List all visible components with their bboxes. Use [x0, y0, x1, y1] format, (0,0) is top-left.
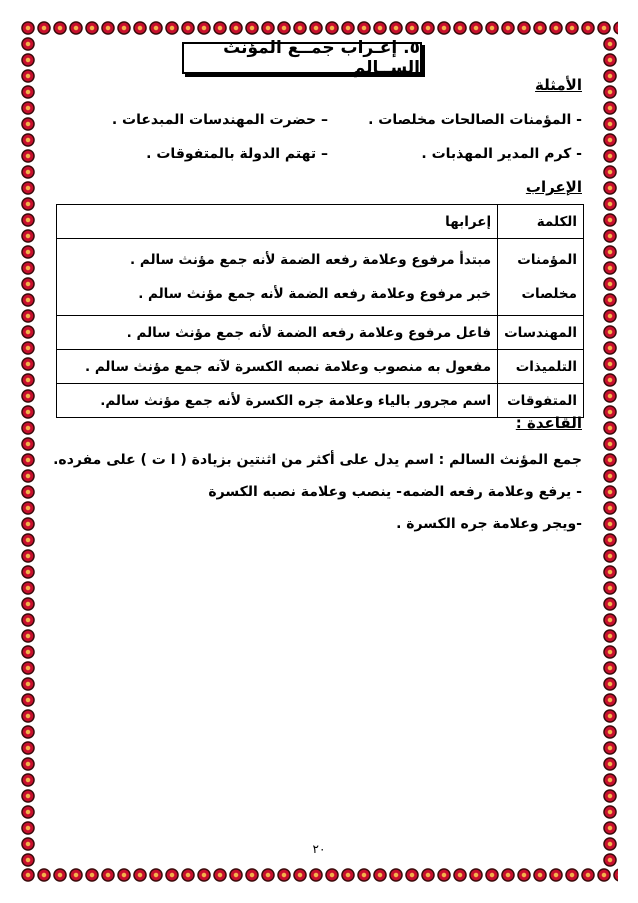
rule-point-nasb: - ينصب وعلامة نصبه الكسرة — [208, 484, 402, 500]
ornamental-border-right — [602, 36, 618, 867]
rule-point-jarr: -ويجر وعلامة جره الكسرة . — [396, 516, 582, 532]
table-cell-irab: خبر مرفوع وعلامة رفعه الضمة لأنه جمع مؤنث سالم . — [57, 277, 498, 316]
example-sentence: – تهتم الدولة بالمتفوقات . — [146, 146, 328, 162]
ornamental-border-top — [20, 20, 618, 36]
page-number: ٢٠ — [312, 842, 326, 856]
examples-heading: الأمثلة — [535, 76, 582, 94]
header-irab: إعرابها — [57, 205, 498, 239]
table-row — [57, 277, 584, 316]
table-row — [57, 350, 584, 384]
table-row — [57, 239, 584, 278]
table-row — [57, 384, 584, 418]
ornamental-border-bottom — [20, 867, 618, 883]
example-sentence: – حضرت المهندسات المبدعات . — [111, 112, 328, 128]
table-cell-word: مخلصات — [498, 277, 584, 316]
table-cell-irab: مفعول به منصوب وعلامة نصبه الكسرة لآنه جمع مؤنث سالم . — [57, 350, 498, 384]
rule-point-raf: - يرفع وعلامة رفعه الضمه — [402, 484, 582, 500]
table-header-row — [57, 205, 584, 239]
table-row — [57, 316, 584, 350]
table-cell-irab: فاعل مرفوع وعلامة رفعه الضمة لأنه جمع مؤنث سالم . — [57, 316, 498, 350]
table-cell-word: المؤمنات — [498, 239, 584, 278]
table-cell-irab: اسم مجرور بالياء وعلامة جره الكسرة لأنه جمع مؤنث سالم. — [57, 384, 498, 418]
header-word: الكلمة — [498, 205, 584, 239]
irab-heading: الإعراب — [525, 178, 582, 196]
example-sentence: - المؤمنات الصالحات مخلصات . — [368, 112, 582, 128]
rule-heading: القاعدة : — [515, 414, 582, 432]
ornamental-border-left — [20, 36, 36, 867]
table-cell-word: التلميذات — [498, 350, 584, 384]
lesson-title: ٥. إعـراب جمــع المؤنث الســالم — [182, 42, 422, 74]
table-cell-word: المتفوقات — [498, 384, 584, 418]
table-cell-word: المهندسات — [498, 316, 584, 350]
table-cell-irab: مبتدأ مرفوع وعلامة رفعه الضمة لأنه جمع مؤنث سالم . — [57, 239, 498, 278]
rule-definition: جمع المؤنث السالم : اسم يدل على أكثر من اثنتين بزيادة ( ا ت ) على مفرده. — [53, 452, 582, 468]
example-sentence: - كرم المدير المهذبات . — [421, 146, 582, 162]
irab-table — [56, 204, 584, 418]
